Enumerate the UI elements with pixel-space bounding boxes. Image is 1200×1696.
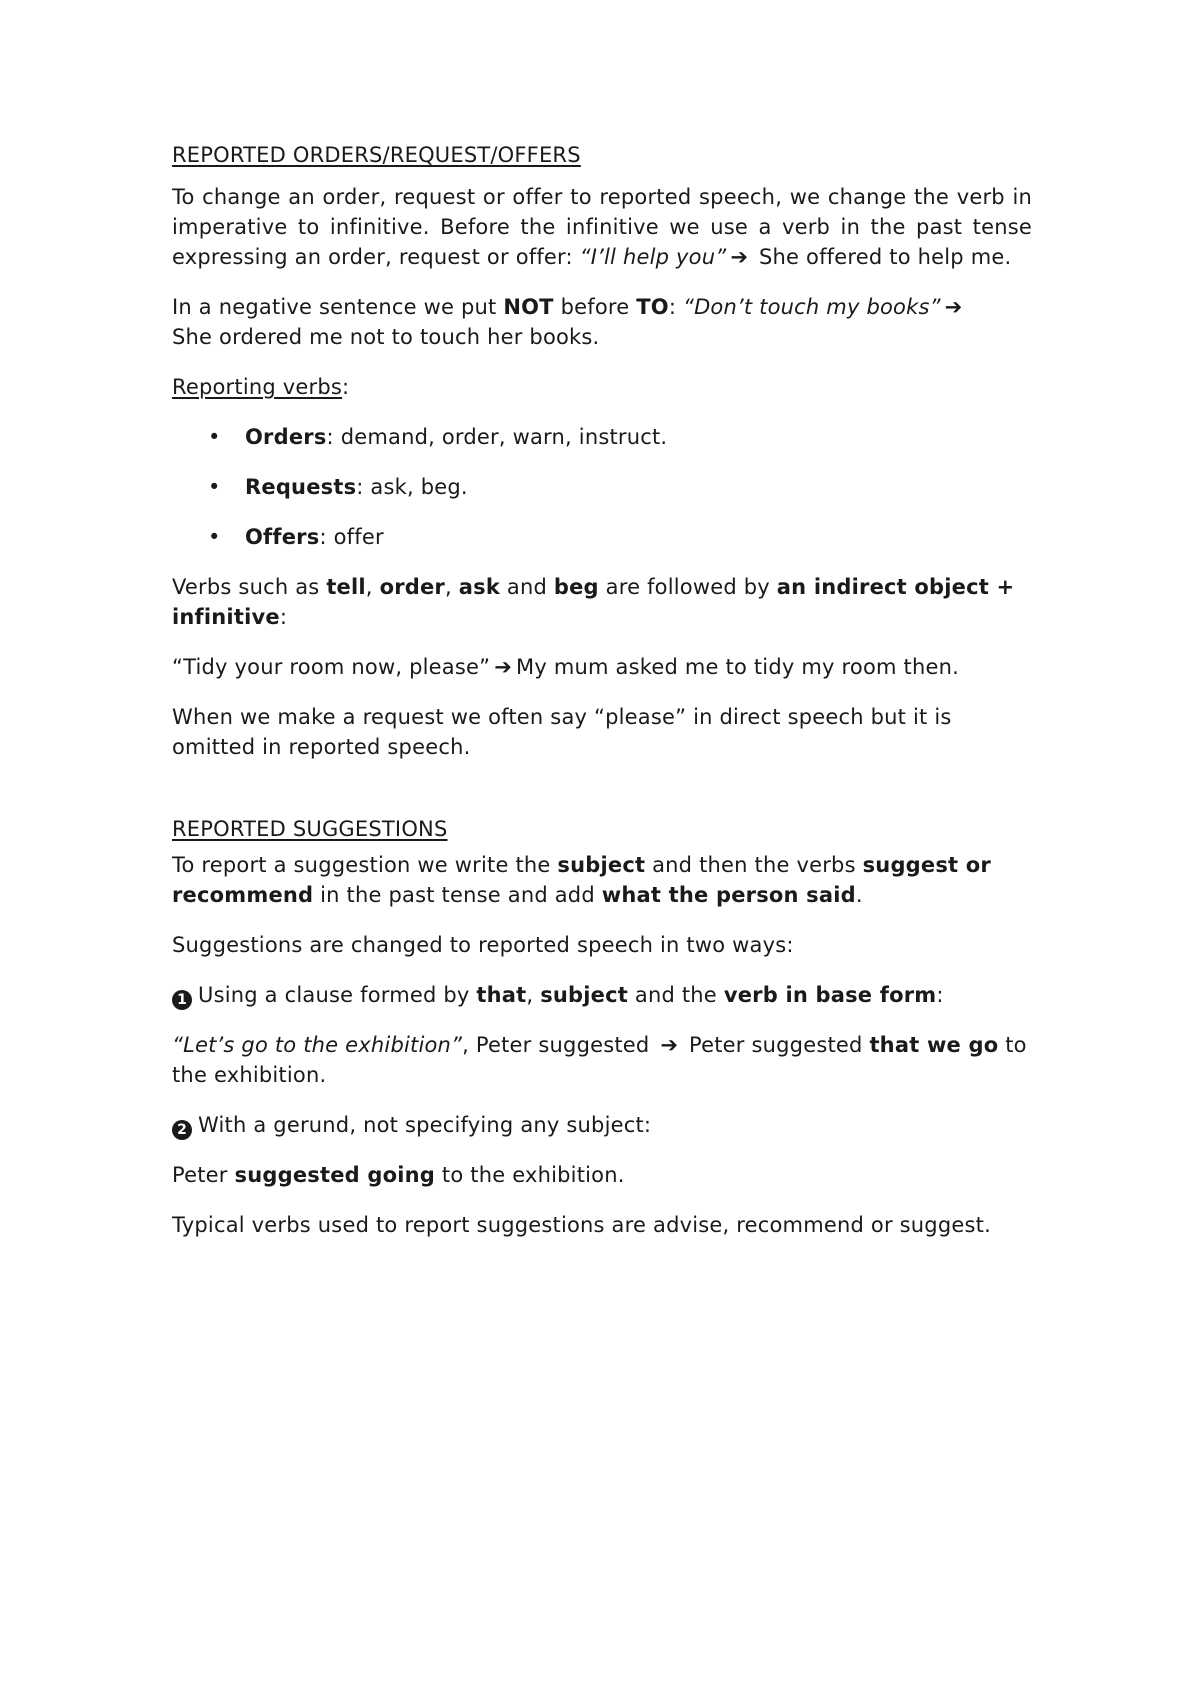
bold-text: an indirect object + infinitive xyxy=(172,575,1015,629)
bold-text: subject xyxy=(540,983,628,1007)
way-one xyxy=(172,980,1032,1010)
reporting-verbs-list xyxy=(172,422,1032,552)
bold-text: suggested going xyxy=(234,1163,436,1187)
bold-text: ask xyxy=(458,575,500,599)
paragraph-negative xyxy=(172,292,1032,352)
paragraph-suggestion-intro xyxy=(172,850,1032,910)
arrow-right-icon: ➔ xyxy=(660,1033,679,1057)
text: are followed by xyxy=(598,575,777,599)
text: Peter xyxy=(172,1163,235,1187)
bold-text: order xyxy=(379,575,445,599)
example-exhibition xyxy=(172,1030,1032,1090)
text: and then the verbs xyxy=(645,853,863,877)
text: and xyxy=(500,575,554,599)
bold-text: verb in base form xyxy=(723,983,937,1007)
example-quote: “Tidy your room now, please” xyxy=(172,655,491,679)
bullet-icon: • xyxy=(208,475,221,499)
number-two-icon: 2 xyxy=(172,1120,192,1140)
bold-text: that xyxy=(476,983,527,1007)
example-quote: “Let’s go to the exhibition” xyxy=(172,1033,463,1057)
bold-text: what the person said xyxy=(601,883,856,907)
paragraph-typical-verbs: Typical verbs used to report suggestions are advise, recommend or suggest. xyxy=(172,1213,991,1237)
bullet-label: Orders xyxy=(245,425,327,449)
bold-text: NOT xyxy=(503,295,554,319)
text: Using a clause formed by xyxy=(198,983,477,1007)
text: Verbs such as xyxy=(172,575,327,599)
example-quote: “I’ll help you” xyxy=(579,245,727,269)
text: In a negative sentence we put xyxy=(172,295,504,319)
text: With a gerund, not specifying any subject: xyxy=(198,1113,652,1137)
text: : xyxy=(342,375,350,399)
way-two xyxy=(172,1110,1032,1140)
example-result: My mum asked me to tidy my room then. xyxy=(516,655,959,679)
paragraph-two-ways: Suggestions are changed to reported speech in two ways: xyxy=(172,933,794,957)
arrow-right-icon: ➔ xyxy=(494,655,512,679)
text: , xyxy=(365,575,380,599)
bold-text: suggest or recommend xyxy=(172,853,991,907)
reporting-verbs-label xyxy=(172,372,1032,402)
text: , Peter suggested xyxy=(462,1033,657,1057)
bullet-label: Requests xyxy=(245,475,357,499)
bold-text: subject xyxy=(557,853,646,877)
paragraph-example-tidy xyxy=(172,652,1032,682)
bullet-icon: • xyxy=(208,425,221,449)
section-heading-orders: REPORTED ORDERS/REQUEST/OFFERS xyxy=(172,143,581,167)
list-item xyxy=(172,522,1032,552)
bullet-icon: • xyxy=(208,525,221,549)
arrow-right-icon: ➔ xyxy=(944,295,963,319)
number-one-icon: 1 xyxy=(172,990,192,1010)
text: To change an order, request or offer to reported speech, we change the verb in imperative to infinitive. Before the infinitive we use a verb in the past tense expressing an order, request or offer: xyxy=(172,185,1032,269)
list-item xyxy=(172,422,1032,452)
example-quote: “Don’t touch my books” xyxy=(682,295,941,319)
example-gerund xyxy=(172,1160,1032,1190)
text: : xyxy=(279,605,288,629)
bullet-text: : offer xyxy=(319,525,384,549)
text: before xyxy=(553,295,637,319)
example-result: She ordered me not to touch her books. xyxy=(172,325,600,349)
section-heading-suggestions: REPORTED SUGGESTIONS xyxy=(172,817,448,841)
text: to the exhibition. xyxy=(172,1033,1027,1087)
text: , xyxy=(526,983,541,1007)
bold-text: that we go xyxy=(869,1033,999,1057)
text: Peter suggested xyxy=(682,1033,870,1057)
bullet-text: : demand, order, warn, instruct. xyxy=(326,425,668,449)
paragraph-indirect-object xyxy=(172,572,1032,632)
text: in the past tense and add xyxy=(313,883,602,907)
document-content xyxy=(172,140,1032,1260)
arrow-right-icon: ➔ xyxy=(730,245,749,269)
text: : xyxy=(668,295,683,319)
bullet-label: Offers xyxy=(245,525,320,549)
bold-text: TO xyxy=(636,295,669,319)
example-result: She offered to help me. xyxy=(752,245,1012,269)
bold-text: tell xyxy=(326,575,366,599)
text: : xyxy=(936,983,944,1007)
text: , xyxy=(444,575,459,599)
text: and the xyxy=(628,983,724,1007)
bullet-text: : ask, beg. xyxy=(356,475,468,499)
list-item xyxy=(172,472,1032,502)
text: To report a suggestion we write the xyxy=(172,853,558,877)
paragraph-orders-intro xyxy=(172,182,1032,272)
bold-text: beg xyxy=(553,575,599,599)
underlined-label: Reporting verbs xyxy=(172,375,343,399)
text: to the exhibition. xyxy=(435,1163,625,1187)
text: . xyxy=(855,883,863,907)
paragraph-please: When we make a request we often say “please” in direct speech but it is omitted in reported speech. xyxy=(172,705,952,759)
